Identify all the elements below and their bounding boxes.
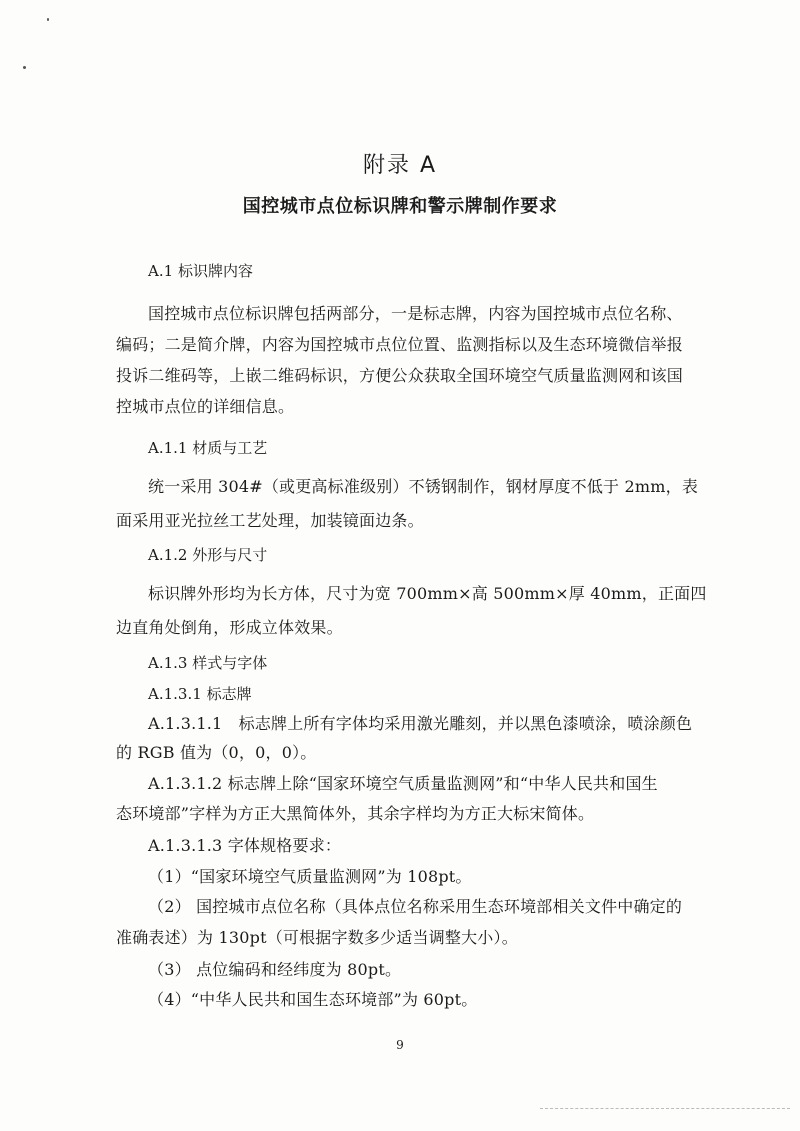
spec-item: （1）“国家环境空气质量监测网”为 108pt。 [148, 867, 472, 886]
paragraph-line: 统一采用 304#（或更高标准级别）不锈钢制作，钢材厚度不低于 2mm，表 [148, 477, 699, 496]
section-label: 外形与尺寸 [192, 546, 268, 564]
paragraph-line: 态环境部”字样为方正大黑简体外，其余字样均为方正大标宋简体。 [116, 804, 595, 823]
paragraph-line: 的 RGB 值为（0，0，0）。 [116, 743, 317, 762]
paragraph-line: 编码；二是简介牌，内容为国控城市点位位置、监测指标以及生态环境微信举报 [116, 335, 684, 354]
page-number: 9 [396, 1038, 404, 1052]
paragraph-line: 投诉二维码等，上嵌二维码标识，方便公众获取全国环境空气质量监测网和该国 [116, 366, 684, 385]
paragraph-line: 标识牌外形均为长方体，尺寸为宽 700mm×高 500mm×厚 40mm，正面四 [148, 584, 707, 603]
spec-item: （3） 点位编码和经纬度为 80pt。 [148, 960, 402, 979]
spec-item: （4）“中华人民共和国生态环境部”为 60pt。 [148, 990, 478, 1009]
spec-item: 准确表述）为 130pt（可根据字数多少适当调整大小）。 [116, 928, 518, 947]
section-heading-a12 [148, 544, 267, 565]
section-label: 材质与工艺 [192, 439, 268, 457]
section-heading-a131 [148, 683, 252, 704]
paragraph-line: 面采用亚光拉丝工艺处理，加装镜面边条。 [116, 511, 424, 530]
scan-speck [47, 18, 49, 21]
section-heading-a11 [148, 437, 267, 458]
paragraph-line: 控城市点位的详细信息。 [116, 397, 295, 416]
paragraph-line: A.1.3.1.1 标志牌上所有字体均采用激光雕刻，并以黑色漆喷涂，喷涂颜色 [148, 714, 693, 733]
scan-edge-line [540, 1108, 790, 1110]
section-label: 样式与字体 [192, 654, 268, 672]
section-number: A.1.2 [148, 546, 188, 564]
document-title: 国控城市点位标识牌和警示牌制作要求 [242, 196, 558, 217]
section-number: A.1.1 [148, 439, 188, 457]
section-label: 标志牌 [206, 685, 252, 703]
appendix-title: 附录 A [362, 153, 438, 178]
paragraph-line: 边直角处倒角，形成立体效果。 [116, 618, 343, 637]
scan-speck [23, 66, 26, 69]
section-heading-a1 [148, 260, 253, 281]
section-heading-a13 [148, 652, 267, 673]
spec-item: （2） 国控城市点位名称（具体点位名称采用生态环境部相关文件中确定的 [148, 897, 683, 916]
paragraph-line: A.1.3.1.2 标志牌上除“国家环境空气质量监测网”和“中华人民共和国生 [148, 774, 658, 793]
section-number: A.1.3.1 [148, 685, 202, 703]
section-label: 标识牌内容 [177, 262, 253, 280]
paragraph-line: 国控城市点位标识牌包括两部分，一是标志牌，内容为国控城市点位名称、 [148, 304, 683, 323]
paragraph-line: A.1.3.1.3 字体规格要求： [148, 836, 342, 855]
section-number: A.1.3 [148, 654, 188, 672]
section-number: A.1 [148, 262, 174, 280]
